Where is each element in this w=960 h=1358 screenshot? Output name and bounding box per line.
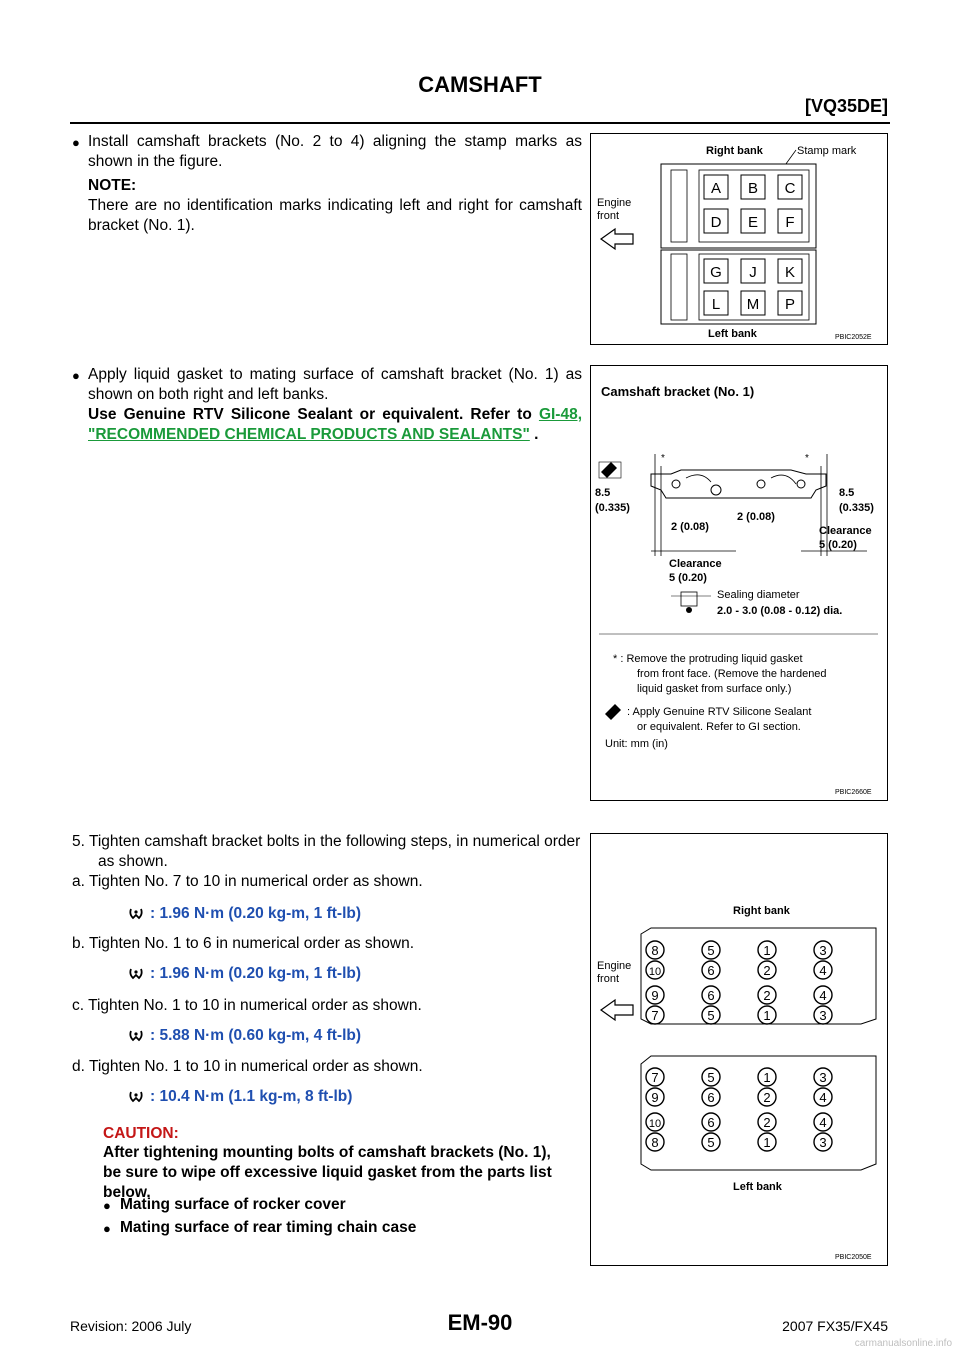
fig2-bolt-center (711, 485, 721, 495)
fig2-title: Camshaft bracket (No. 1) (601, 384, 755, 399)
torque-d-value: : 10.4 N·m (1.1 kg-m, 8 ft-lb) (150, 1088, 353, 1105)
note-label: NOTE: (88, 177, 137, 194)
bolt-number: 3 (819, 1135, 827, 1150)
torque-c-value: : 5.88 N·m (0.60 kg-m, 4 ft-lb) (150, 1027, 362, 1044)
bolt-number: 9 (651, 1090, 659, 1105)
stamp-a: A (710, 180, 722, 197)
bolt-number: 6 (707, 1090, 715, 1105)
fig1-left-end (671, 254, 687, 320)
page-number: EM-90 (447, 1310, 513, 1335)
fig2-legend-1: * : Remove the protruding liquid gasket (613, 653, 803, 665)
liquid-gasket-icon (605, 704, 621, 720)
fig2-legend-2: : Apply Genuine RTV Silicone Sealant (627, 706, 812, 718)
bolt-number: 3 (819, 943, 827, 958)
front-arrow-icon (601, 1000, 633, 1020)
fig2-unit: Unit: mm (in) (605, 738, 668, 750)
fig1-right-end (671, 170, 687, 242)
bolt-number: 5 (707, 943, 715, 958)
bolt-number: 10 (648, 1118, 662, 1130)
bolt-number: 5 (707, 1135, 715, 1150)
bolt-number: 5 (707, 1008, 715, 1023)
caution-text: After tightening mounting bolts of camshaft brackets (No. 1), be sure to wipe off excessive liquid gasket from the parts list below. (103, 1144, 552, 1201)
note-text: There are no identification marks indicating left and right for camshaft bracket (No. 1). (88, 197, 582, 234)
bolt-number: 2 (763, 963, 771, 978)
fig1-code: PBIC2052E (835, 334, 872, 341)
fig1-engine-front-label-2: front (597, 210, 620, 222)
fig2-seal-value: 2.0 - 3.0 (0.08 - 0.12) dia. (717, 605, 843, 617)
fig2-seal-bead (686, 607, 692, 613)
figure-tightening-order (590, 833, 888, 1266)
fig2-bolt-left (672, 480, 680, 488)
footer-model: 2007 FX35/FX45 (782, 1318, 888, 1334)
bolt-number: 4 (819, 988, 827, 1003)
fig2-clear-right-value: 5 (0.20) (819, 539, 857, 551)
bolt-number: 4 (819, 1090, 827, 1105)
fig2-bolt-right (757, 480, 765, 488)
stamp-k: K (784, 264, 796, 281)
step-b: b. Tighten No. 1 to 6 in numerical order as shown. (72, 935, 415, 952)
bullet-2-bold: Use Genuine RTV Silicone Sealant or equivalent. Refer to (88, 406, 532, 423)
fig2-bolt-far-right (797, 480, 805, 488)
fig2-seal-label: Sealing diameter (717, 589, 800, 601)
fig1-right-bank-label: Right bank (706, 145, 763, 157)
stamp-l: L (711, 296, 721, 313)
torque-b-value: : 1.96 N·m (0.20 kg-m, 1 ft-lb) (150, 965, 362, 982)
step-bullet-2 (88, 365, 582, 445)
fig2-gap-right: 2 (0.08) (737, 511, 775, 523)
fig2-gap-left: 2 (0.08) (671, 521, 709, 533)
page-title: CAMSHAFT (418, 72, 542, 97)
fig2-legend-1c: liquid gasket from surface only.) (637, 683, 792, 695)
fig3-left-bank-label: Left bank (733, 1181, 782, 1193)
step-bullet-1: Install camshaft brackets (No. 2 to 4) aligning the stamp marks as shown in the figure. (88, 133, 582, 170)
torque-c (128, 1027, 361, 1045)
bolt-number: 8 (651, 943, 659, 958)
figure-liquid-gasket (590, 365, 888, 801)
step-d: d. Tighten No. 1 to 10 in numerical order as shown. (72, 1058, 423, 1075)
stamp-c: C (784, 180, 796, 197)
fig2-legend-1b: from front face. (Remove the hardened (637, 668, 827, 680)
bullet-icon: ● (103, 1221, 111, 1236)
bullet-2-end: . (534, 426, 539, 443)
torque-a-value: : 1.96 N·m (0.20 kg-m, 1 ft-lb) (150, 905, 362, 922)
header-rule (70, 122, 890, 124)
bolt-number: 2 (763, 1090, 771, 1105)
bolt-number: 6 (707, 988, 715, 1003)
fig2-clear-right-label: Clearance (819, 525, 872, 537)
stamp-g: G (710, 264, 722, 281)
bolt-number: 4 (819, 1115, 827, 1130)
bolt-number: 1 (763, 1008, 771, 1023)
fig2-dim-right-value: 8.5 (839, 487, 855, 499)
stamp-m: M (746, 296, 760, 313)
bolt-number: 6 (707, 963, 715, 978)
bolt-number: 1 (763, 1070, 771, 1085)
torque-d (128, 1088, 352, 1106)
footer-revision: Revision: 2006 July (70, 1318, 192, 1334)
fig2-code: PBIC2660E (835, 789, 872, 796)
step-c: c. Tighten No. 1 to 10 in numerical order as shown. (72, 997, 422, 1014)
torque-a (128, 905, 361, 923)
bullet-icon: ● (72, 135, 80, 150)
bolt-number: 2 (763, 1115, 771, 1130)
fig2-legend-2b: or equivalent. Refer to GI section. (637, 721, 801, 733)
stamp-e: E (747, 214, 759, 231)
section-code: [VQ35DE] (804, 96, 888, 116)
fig2-star-right: * (805, 453, 809, 464)
bolt-number: 7 (651, 1008, 659, 1023)
fig2-clear-left-label: Clearance (669, 558, 722, 570)
stamp-p: P (784, 296, 796, 313)
bullet-icon: ● (103, 1198, 111, 1213)
fig1-stamp-mark-label: Stamp mark (797, 145, 857, 157)
bolt-number: 5 (707, 1070, 715, 1085)
fig1-left-bank-label: Left bank (708, 328, 757, 340)
bullet-icon: ● (72, 368, 80, 383)
bolt-number: 4 (819, 963, 827, 978)
bolt-number: 8 (651, 1135, 659, 1150)
stamp-d: D (710, 214, 722, 231)
torque-wrench-icon (128, 906, 144, 922)
fig2-dim-left-unit: (0.335) (595, 502, 630, 514)
figure-stamp-marks (590, 133, 888, 345)
stamp-b: B (747, 180, 759, 197)
bullet-2-text: Apply liquid gasket to mating surface of camshaft bracket (No. 1) as shown on both right and left banks. (88, 366, 582, 403)
torque-wrench-icon (128, 966, 144, 982)
liquid-gasket-icon (601, 462, 617, 478)
torque-b (128, 965, 361, 983)
fig2-clear-left-value: 5 (0.20) (669, 572, 707, 584)
watermark: carmanualsonline.info (854, 1338, 952, 1349)
fig3-engine-front-label: Engine (597, 960, 632, 972)
front-arrow-icon (601, 229, 633, 249)
fig3-engine-front-label-2: front (597, 973, 620, 985)
step-5: 5. Tighten camshaft bracket bolts in the following steps, in numerical order as shown. (72, 833, 581, 870)
fig2-dim-right-unit: (0.335) (839, 502, 874, 514)
caution-item-1: Mating surface of rocker cover (120, 1196, 346, 1213)
fig3-right-bank-label: Right bank (733, 905, 790, 917)
bolt-number: 1 (763, 1135, 771, 1150)
caution-label: CAUTION: (103, 1125, 179, 1142)
fig1-engine-front-label: Engine (597, 197, 632, 209)
reference-link[interactable]: GI-48, "RECOMMENDED CHEMICAL PRODUCTS AND SEALANTS" (88, 406, 583, 443)
torque-wrench-icon (128, 1028, 144, 1044)
bolt-number: 1 (763, 943, 771, 958)
fig2-dim-left-value: 8.5 (595, 487, 611, 499)
stamp-j: J (749, 264, 757, 281)
bolt-number: 10 (648, 966, 662, 978)
bolt-number: 3 (819, 1008, 827, 1023)
bolt-number: 7 (651, 1070, 659, 1085)
bolt-number: 2 (763, 988, 771, 1003)
step-a: a. Tighten No. 7 to 10 in numerical order as shown. (72, 873, 423, 890)
bolt-number: 3 (819, 1070, 827, 1085)
fig3-right-head (641, 928, 876, 1024)
bolt-number: 9 (651, 988, 659, 1003)
caution-item-2: Mating surface of rear timing chain case (120, 1219, 417, 1236)
bolt-number: 6 (707, 1115, 715, 1130)
fig2-star-left: * (661, 453, 665, 464)
fig3-code: PBIC2050E (835, 1254, 872, 1261)
torque-wrench-icon (128, 1089, 144, 1105)
stamp-f: F (785, 214, 795, 231)
sealing-diameter-icon (681, 592, 697, 606)
